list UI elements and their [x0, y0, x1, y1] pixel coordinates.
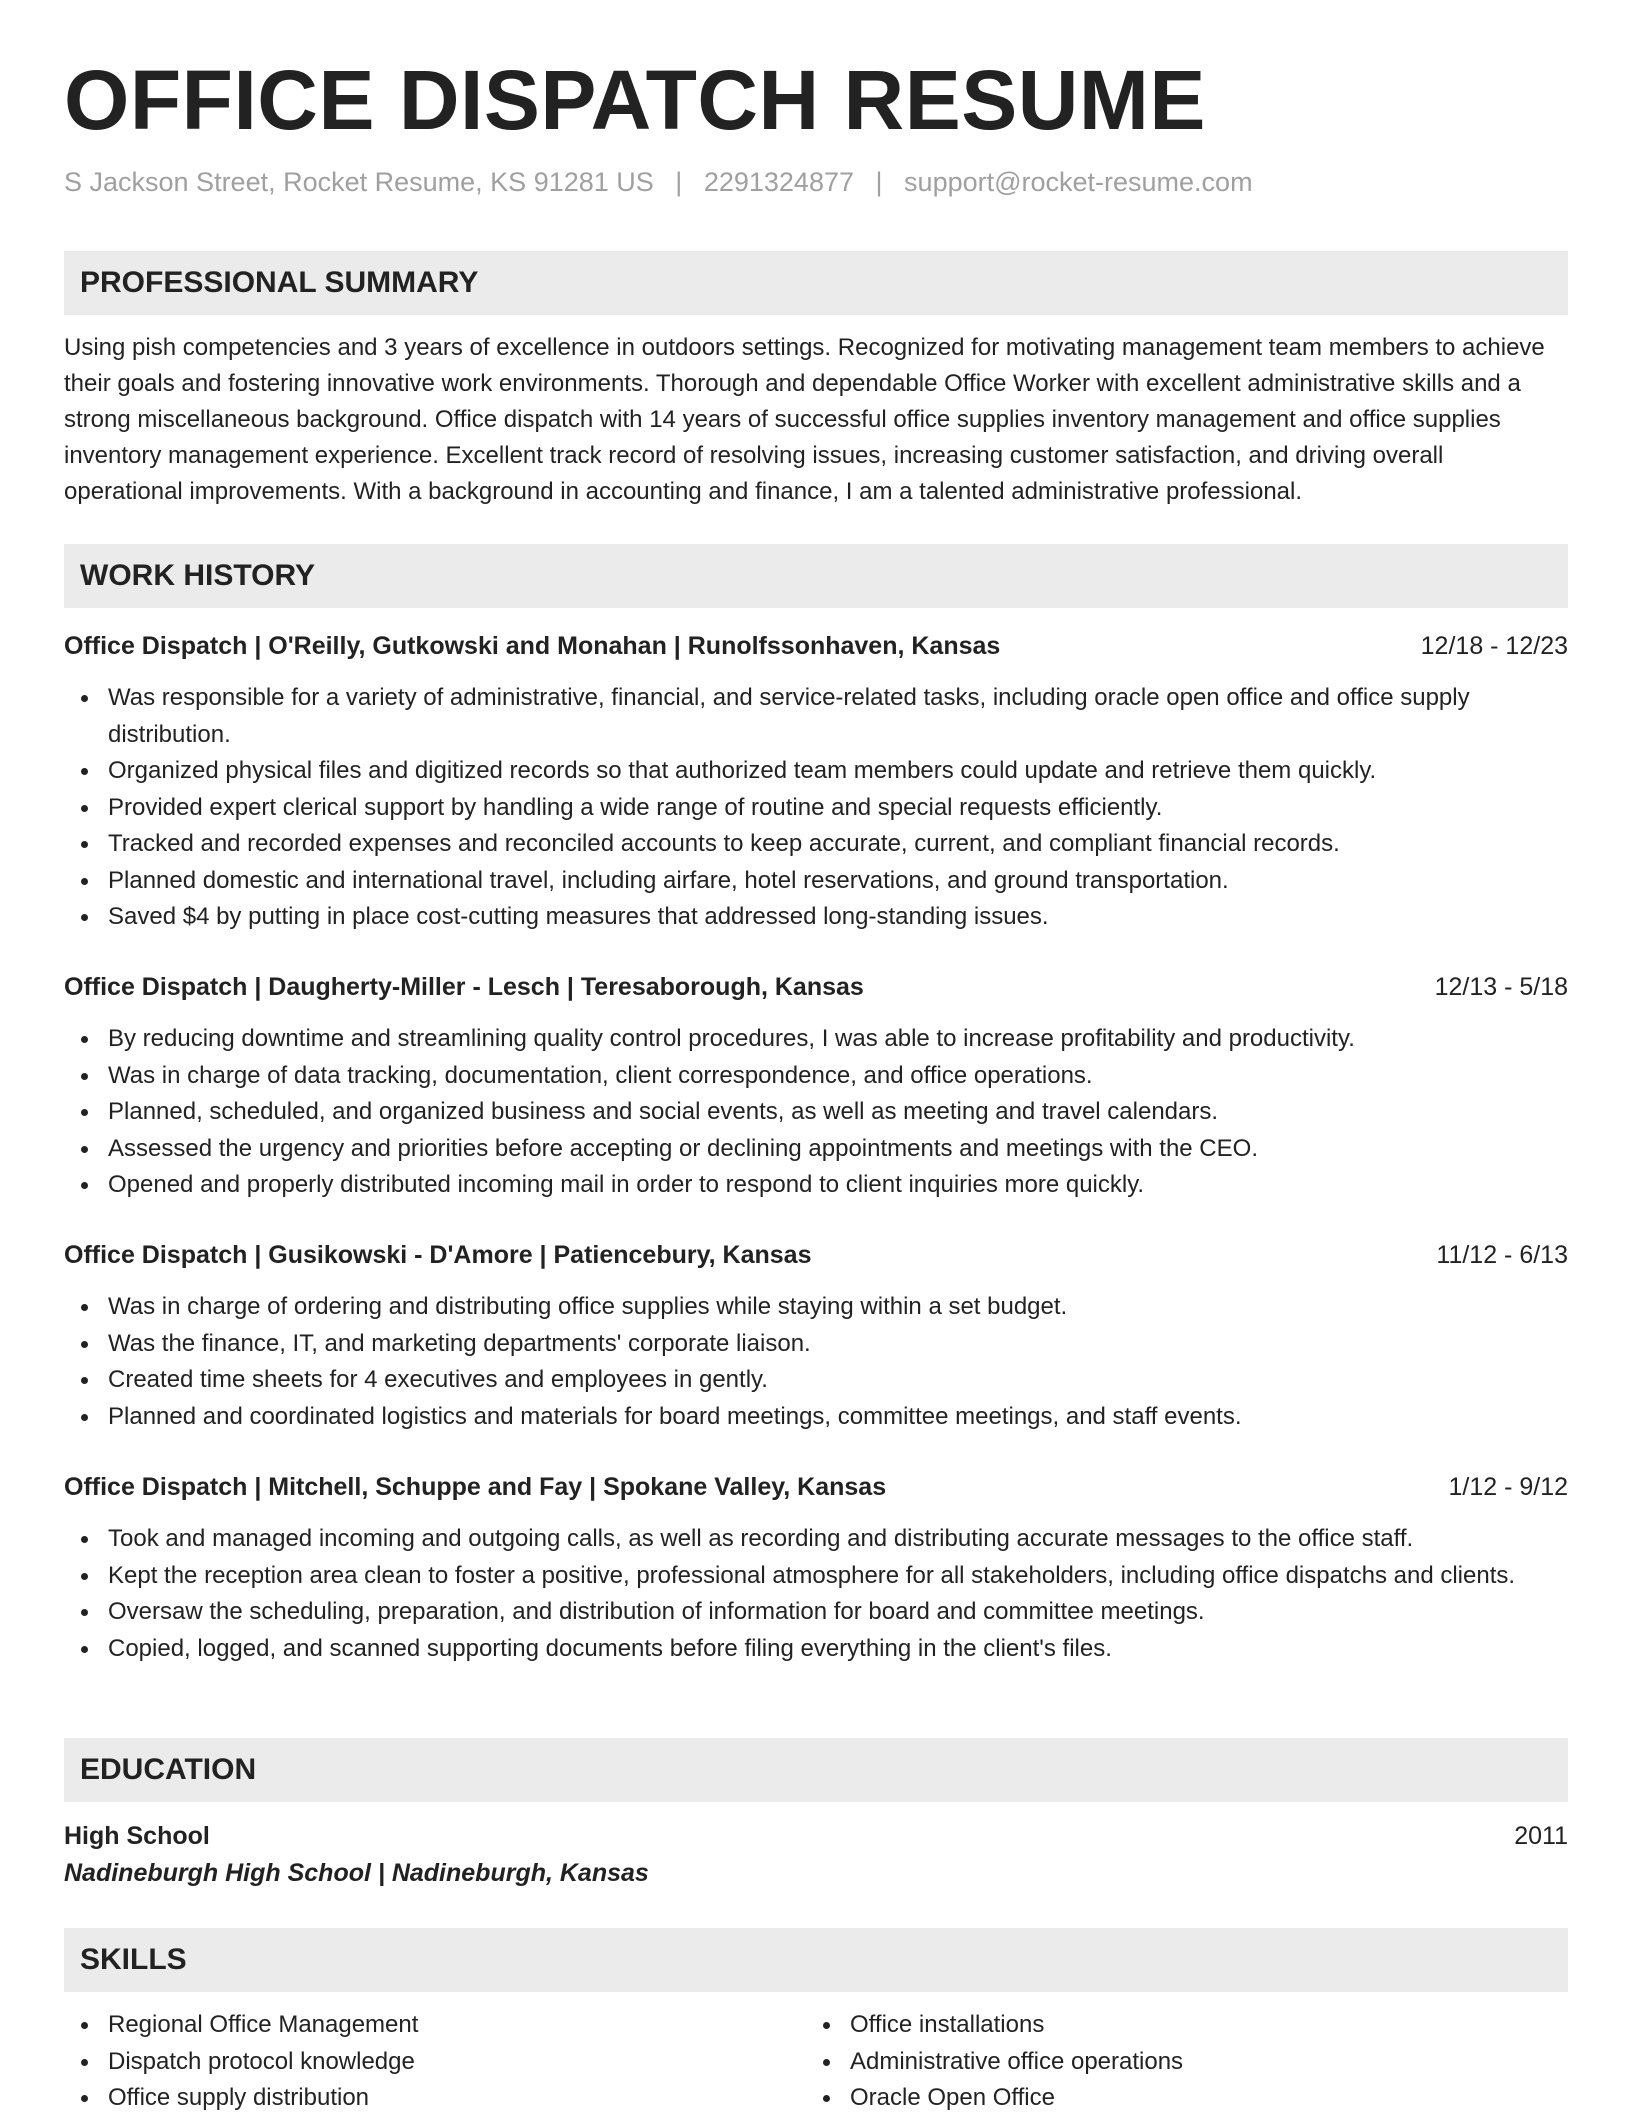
- section-header-work-history: [64, 544, 1568, 608]
- contact-separator: |: [875, 167, 883, 197]
- section-title: PROFESSIONAL SUMMARY: [80, 266, 479, 299]
- job-bullet: Planned and coordinated logistics and materials for board meetings, committee meetings, and staff events.: [108, 1399, 1568, 1436]
- skill-item: Administrative office operations: [850, 2044, 1632, 2081]
- section-header-skills: [64, 1928, 1568, 1992]
- job-bullets: [64, 680, 1568, 936]
- section-title: WORK HISTORY: [80, 559, 316, 592]
- job-bullet: Opened and properly distributed incoming mail in order to respond to client inquiries more quickly.: [108, 1167, 1568, 1204]
- job-bullet: Copied, logged, and scanned supporting documents before filing everything in the client's files.: [108, 1631, 1568, 1668]
- job-bullet: Oversaw the scheduling, preparation, and distribution of information for board and committee meetings.: [108, 1594, 1568, 1631]
- job-bullet: Organized physical files and digitized records so that authorized team members could update and retrieve them quickly.: [108, 753, 1568, 790]
- job-bullet: Tracked and recorded expenses and reconciled accounts to keep accurate, current, and compliant financial records.: [108, 826, 1568, 863]
- contact-phone: 2291324877: [703, 167, 854, 197]
- contact-address: S Jackson Street, Rocket Resume, KS 91281 US: [64, 167, 654, 197]
- job-dates: 12/13 - 5/18: [1434, 972, 1568, 1001]
- job-bullet: Was in charge of ordering and distributing office supplies while staying within a set budget.: [108, 1289, 1568, 1326]
- contact-email: support@rocket-resume.com: [904, 167, 1253, 197]
- job-header: [64, 1237, 1568, 1273]
- job-header: [64, 1469, 1568, 1505]
- job-header: [64, 969, 1568, 1005]
- job-bullet: Planned, scheduled, and organized business and social events, as well as meeting and travel calendars.: [108, 1094, 1568, 1131]
- job-bullet: Was responsible for a variety of administrative, financial, and service-related tasks, including oracle open office and office supply distribution.: [108, 680, 1568, 753]
- section-title: SKILLS: [80, 1943, 187, 1976]
- job-bullet: Planned domestic and international travel, including airfare, hotel reservations, and ground transportation.: [108, 863, 1568, 900]
- contact-separator: |: [675, 167, 683, 197]
- contact-line: [64, 167, 1253, 198]
- education-row: [64, 1818, 1568, 1854]
- job-bullet: Kept the reception area clean to foster a positive, professional atmosphere for all stakeholders, including office dispatchs and clients.: [108, 1558, 1568, 1595]
- job-title: Office Dispatch | Daugherty-Miller - Lesch | Teresaborough, Kansas: [64, 972, 864, 1001]
- job-bullets: [64, 1021, 1568, 1204]
- section-header-summary: [64, 251, 1568, 315]
- job-bullet: Created time sheets for 4 executives and employees in gently.: [108, 1362, 1568, 1399]
- job-bullet: By reducing downtime and streamlining quality control procedures, I was able to increase profitability and productivity.: [108, 1021, 1568, 1058]
- skills-list-right: [806, 2007, 1632, 2117]
- job-bullet: Provided expert clerical support by handling a wide range of routine and special requests efficiently.: [108, 790, 1568, 827]
- job-bullet: Was the finance, IT, and marketing departments' corporate liaison.: [108, 1326, 1568, 1363]
- skill-item: Dispatch protocol knowledge: [108, 2044, 1568, 2081]
- resume-title: OFFICE DISPATCH RESUME: [64, 53, 1206, 147]
- job-title: Office Dispatch | Mitchell, Schuppe and Fay | Spokane Valley, Kansas: [64, 1472, 887, 1501]
- job-bullet: Took and managed incoming and outgoing calls, as well as recording and distributing accurate messages to the office staff.: [108, 1521, 1568, 1558]
- education-school: Nadineburgh High School | Nadineburgh, Kansas: [64, 1859, 649, 1887]
- job-title: Office Dispatch | O'Reilly, Gutkowski and Monahan | Runolfssonhaven, Kansas: [64, 631, 1001, 660]
- skill-item: Regional Office Management: [108, 2007, 1568, 2044]
- job-bullet: Assessed the urgency and priorities before accepting or declining appointments and meetings with the CEO.: [108, 1131, 1568, 1168]
- skill-item: Office installations: [850, 2007, 1632, 2044]
- job-title: Office Dispatch | Gusikowski - D'Amore | Patiencebury, Kansas: [64, 1240, 812, 1269]
- job-header: [64, 628, 1568, 664]
- education-year: 2011: [1514, 1821, 1568, 1850]
- job-bullets: [64, 1289, 1568, 1435]
- summary-paragraph: Using pish competencies and 3 years of excellence in outdoors settings. Recognized for motivating management team members to achieve their goals and fostering innovative work environments. Thorough and dependable Office Worker with excellent administrative skills and a strong miscellaneous background. Office dispatch with 14 years of successful office supplies inventory management and office supplies inventory management experience. Excellent track record of resolving issues, increasing customer satisfaction, and driving overall operational improvements. With a background in accounting and finance, I am a talented administrative professional.: [64, 334, 1545, 505]
- skill-item: Oracle Open Office: [850, 2080, 1632, 2117]
- job-dates: 1/12 - 9/12: [1448, 1472, 1568, 1501]
- job-bullet: Was in charge of data tracking, documentation, client correspondence, and office operations.: [108, 1058, 1568, 1095]
- section-header-education: [64, 1738, 1568, 1802]
- job-dates: 12/18 - 12/23: [1420, 631, 1568, 660]
- job-bullet: Saved $4 by putting in place cost-cutting measures that addressed long-standing issues.: [108, 899, 1568, 936]
- section-title: EDUCATION: [80, 1753, 257, 1786]
- education-degree: High School: [64, 1821, 210, 1850]
- job-dates: 11/12 - 6/13: [1436, 1240, 1568, 1269]
- skill-item: Office supply distribution: [108, 2080, 1568, 2117]
- job-bullets: [64, 1521, 1568, 1667]
